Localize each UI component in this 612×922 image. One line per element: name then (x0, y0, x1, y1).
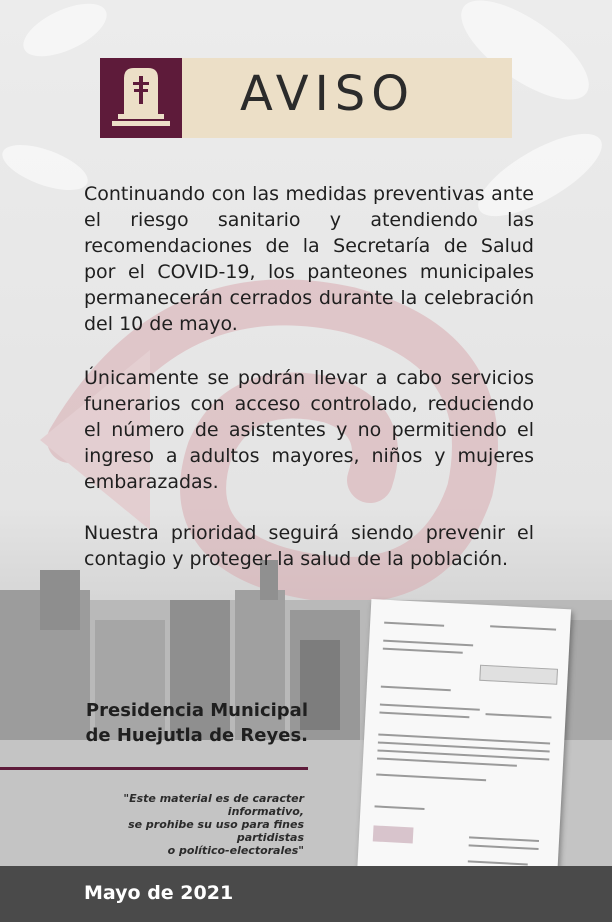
disclaimer-text (60, 792, 304, 857)
page-title: AVISO (240, 66, 416, 122)
disclaimer-line: "Este material es de caracter informativo, (123, 792, 304, 818)
signature-line: Presidencia Municipal (85, 700, 308, 721)
signature-line: de Huejutla de Reyes. (85, 725, 308, 746)
paragraph-priority: Nuestra prioridad seguirá siendo prevenir el contagio y proteger la salud de la población. (84, 522, 534, 570)
tomb-cross-icon (100, 58, 182, 138)
divider-rule (0, 767, 308, 770)
paragraph-closure-notice: Continuando con las medidas preventivas ante el riesgo sanitario y atendiendo las recomendaciones de la Secretaría de Salud por el COVID-19, los panteones municipales permanecerán cerrados durante la celebración del 10 de mayo. (84, 183, 534, 335)
official-letter-image (357, 599, 571, 887)
paragraph-funeral-services: Únicamente se podrán llevar a cabo servicios funerarios con acceso controlado, reduciendo el número de asistentes y no permitiendo el ingreso a adultos mayores, niños y mujeres embarazadas. (84, 367, 534, 493)
disclaimer-line: o político-electorales" (167, 844, 304, 857)
signature-block (30, 698, 308, 748)
logo-box (100, 58, 182, 138)
disclaimer-line: se prohibe su uso para fines partidistas (128, 818, 304, 844)
footer-date: Mayo de 2021 (84, 882, 234, 904)
